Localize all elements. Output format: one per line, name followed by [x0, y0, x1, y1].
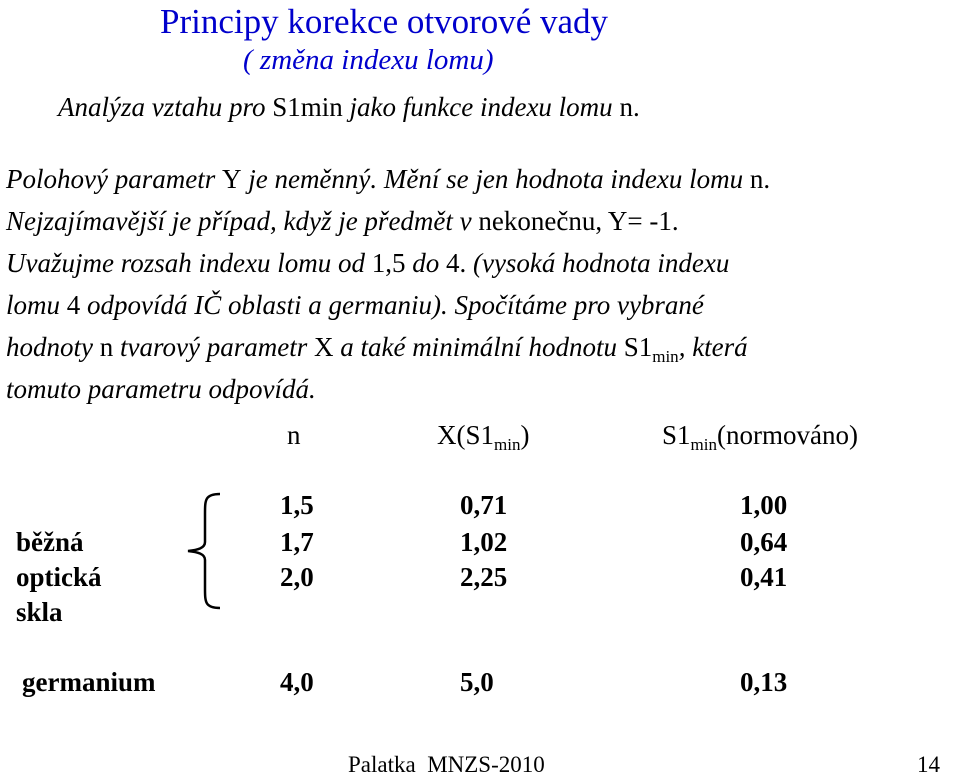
para-line-2 [6, 200, 956, 242]
curly-brace-icon [180, 492, 230, 610]
para-text: Uvažujme rozsah indexu lomu od [6, 248, 372, 278]
cell-s1: 0,41 [740, 562, 788, 592]
germanium-label: germanium [22, 667, 156, 697]
para-text: (vysoká hodnota indexu [466, 248, 730, 278]
cell-n: 1,7 [280, 527, 314, 557]
cell-x: 2,25 [460, 562, 508, 592]
para-text: S1 [623, 332, 653, 362]
body-paragraph [6, 158, 956, 410]
analysis-line [58, 92, 640, 123]
header-s1-sub: min [690, 435, 717, 454]
para-text: je neměnný. Mění se jen hodnota indexu lomu [241, 164, 750, 194]
para-text: 4 [66, 290, 81, 320]
row-label-2: optická [16, 562, 102, 592]
para-line-1 [6, 158, 956, 200]
para-text: nekonečnu, Y= -1. [478, 206, 679, 236]
para-text: , která [678, 332, 748, 362]
para-text: Nejzajímavější je případ, když je předmět v [6, 206, 479, 236]
cell-n: 1,5 [280, 490, 314, 520]
header-n: n [287, 420, 301, 450]
subtitle-close: ) [483, 44, 494, 76]
para-text: lomu [6, 290, 67, 320]
para-text: odpovídá IČ oblasti a germaniu). Spočítáme pro vybrané [80, 290, 704, 320]
header-s1-normalized: (normováno) [716, 420, 858, 450]
slide-title: Principy korekce otvorové vady [160, 2, 609, 41]
para-text: 4. [445, 248, 467, 278]
header-x-close: ) [520, 420, 530, 450]
cell-n: 2,0 [280, 562, 314, 592]
footer-text: Palatka MNZS-2010 [348, 752, 545, 777]
subtitle-text: změna indexu lomu [259, 44, 484, 76]
analysis-n: n. [619, 92, 640, 122]
para-line-6: tomuto parametru odpovídá. [6, 374, 316, 404]
cell-s1: 1,00 [740, 490, 788, 520]
para-line-5 [6, 326, 956, 368]
header-s1 [662, 420, 858, 454]
para-text: do [405, 248, 446, 278]
para-text: hodnoty [6, 332, 100, 362]
cell-s1: 0,64 [740, 527, 788, 557]
analysis-s1min: S1min [272, 92, 343, 122]
header-s1-text: S1 [662, 420, 691, 450]
slide-subtitle [243, 44, 494, 77]
para-line-3 [6, 242, 956, 284]
germanium-n: 4,0 [280, 667, 314, 697]
para-line-4 [6, 284, 956, 326]
header-x-sub: min [494, 435, 521, 454]
germanium-s1: 0,13 [740, 667, 788, 697]
para-text: a také minimální hodnotu [333, 332, 624, 362]
row-label-3: skla [16, 597, 63, 627]
para-text: Polohový parametr [6, 164, 222, 194]
germanium-x: 5,0 [460, 667, 494, 697]
para-text: n. [749, 164, 771, 194]
cell-x: 0,71 [460, 490, 508, 520]
para-text: tvarový parametr [113, 332, 314, 362]
analysis-part2: jako funkce indexu lomu [342, 92, 620, 122]
row-label-1: běžná [16, 527, 84, 557]
para-subscript: min [652, 347, 679, 366]
para-text: 1,5 [371, 248, 406, 278]
subtitle-open: ( [243, 44, 260, 76]
analysis-part1: Analýza vztahu pro [58, 92, 273, 122]
para-text: n [99, 332, 114, 362]
header-x [437, 420, 530, 454]
para-text: X [313, 332, 334, 362]
header-x-text: X(S1 [437, 420, 495, 450]
page-number: 14 [917, 752, 940, 777]
cell-x: 1,02 [460, 527, 508, 557]
para-text: Y [221, 164, 242, 194]
